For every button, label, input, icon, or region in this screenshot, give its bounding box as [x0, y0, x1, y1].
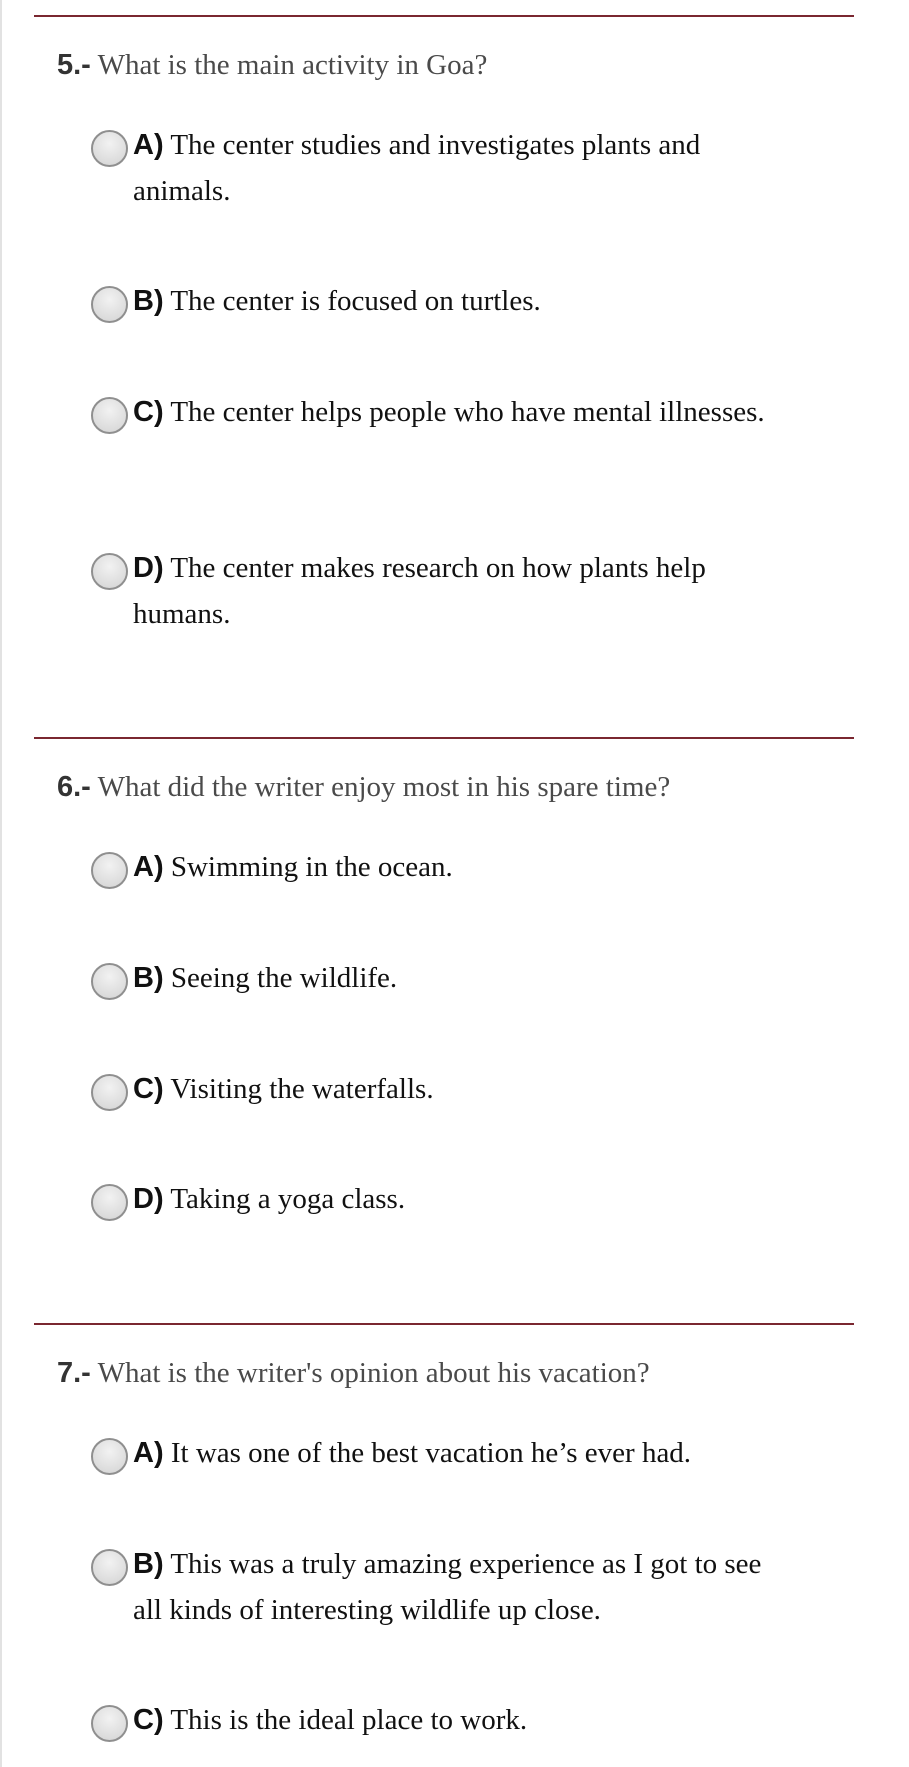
question-title	[57, 1356, 650, 1390]
radio-button[interactable]	[91, 1074, 128, 1111]
radio-button[interactable]	[91, 1705, 128, 1742]
radio-button[interactable]	[91, 1549, 128, 1586]
option-letter: D)	[133, 1183, 164, 1215]
radio-button[interactable]	[91, 397, 128, 434]
option-text: The center is focused on turtles.	[170, 285, 541, 317]
option-letter: A)	[133, 1437, 164, 1469]
option-text: This was a truly amazing experience as I got to see all kinds of interesting wildlife up close.	[133, 1548, 762, 1626]
option-label	[133, 389, 791, 435]
option-text: Visiting the waterfalls.	[170, 1073, 434, 1105]
option-b[interactable]	[91, 278, 791, 324]
option-c[interactable]	[91, 1697, 791, 1743]
option-letter: B)	[133, 1548, 164, 1580]
option-c[interactable]	[91, 1066, 791, 1112]
question-number: 5.-	[57, 49, 91, 81]
option-label	[133, 1066, 791, 1112]
option-a[interactable]	[91, 1430, 791, 1476]
option-label	[133, 278, 791, 324]
question-title	[57, 770, 670, 804]
option-d[interactable]	[91, 545, 791, 637]
option-label	[133, 955, 791, 1001]
option-a[interactable]	[91, 844, 791, 890]
option-letter: B)	[133, 285, 164, 317]
radio-button[interactable]	[91, 1438, 128, 1475]
option-b[interactable]	[91, 955, 791, 1001]
radio-button[interactable]	[91, 130, 128, 167]
question-title	[57, 48, 487, 82]
radio-button[interactable]	[91, 852, 128, 889]
option-letter: A)	[133, 851, 164, 883]
option-text: Seeing the wildlife.	[170, 962, 398, 994]
option-letter: D)	[133, 552, 164, 584]
option-label	[133, 1430, 791, 1476]
option-a[interactable]	[91, 122, 791, 214]
question-divider	[34, 1323, 854, 1325]
option-text: The center studies and investigates plants and animals.	[133, 129, 701, 207]
question-text: What is the writer's opinion about his vacation?	[97, 1357, 650, 1389]
radio-button[interactable]	[91, 553, 128, 590]
question-text: What is the main activity in Goa?	[97, 49, 488, 81]
option-text: Swimming in the ocean.	[170, 851, 453, 883]
option-label	[133, 1176, 791, 1222]
option-label	[133, 844, 791, 890]
option-text: The center makes research on how plants help humans.	[133, 552, 706, 630]
option-letter: B)	[133, 962, 164, 994]
question-divider	[34, 15, 854, 17]
option-c[interactable]	[91, 389, 791, 435]
option-b[interactable]	[91, 1541, 791, 1633]
radio-button[interactable]	[91, 286, 128, 323]
option-label	[133, 1541, 791, 1633]
option-letter: C)	[133, 1073, 164, 1105]
option-text: The center helps people who have mental illnesses.	[170, 396, 765, 428]
option-letter: C)	[133, 396, 164, 428]
option-text: It was one of the best vacation he’s ever had.	[170, 1437, 692, 1469]
radio-button[interactable]	[91, 963, 128, 1000]
option-text: Taking a yoga class.	[170, 1183, 406, 1215]
question-number: 7.-	[57, 1357, 91, 1389]
option-d[interactable]	[91, 1176, 791, 1222]
option-letter: A)	[133, 129, 164, 161]
radio-button[interactable]	[91, 1184, 128, 1221]
question-divider	[34, 737, 854, 739]
option-text: This is the ideal place to work.	[170, 1704, 528, 1736]
question-text: What did the writer enjoy most in his spare time?	[97, 771, 671, 803]
option-label	[133, 122, 791, 214]
question-number: 6.-	[57, 771, 91, 803]
option-letter: C)	[133, 1704, 164, 1736]
page-left-edge	[0, 0, 2, 1767]
option-label	[133, 1697, 791, 1743]
option-label	[133, 545, 791, 637]
